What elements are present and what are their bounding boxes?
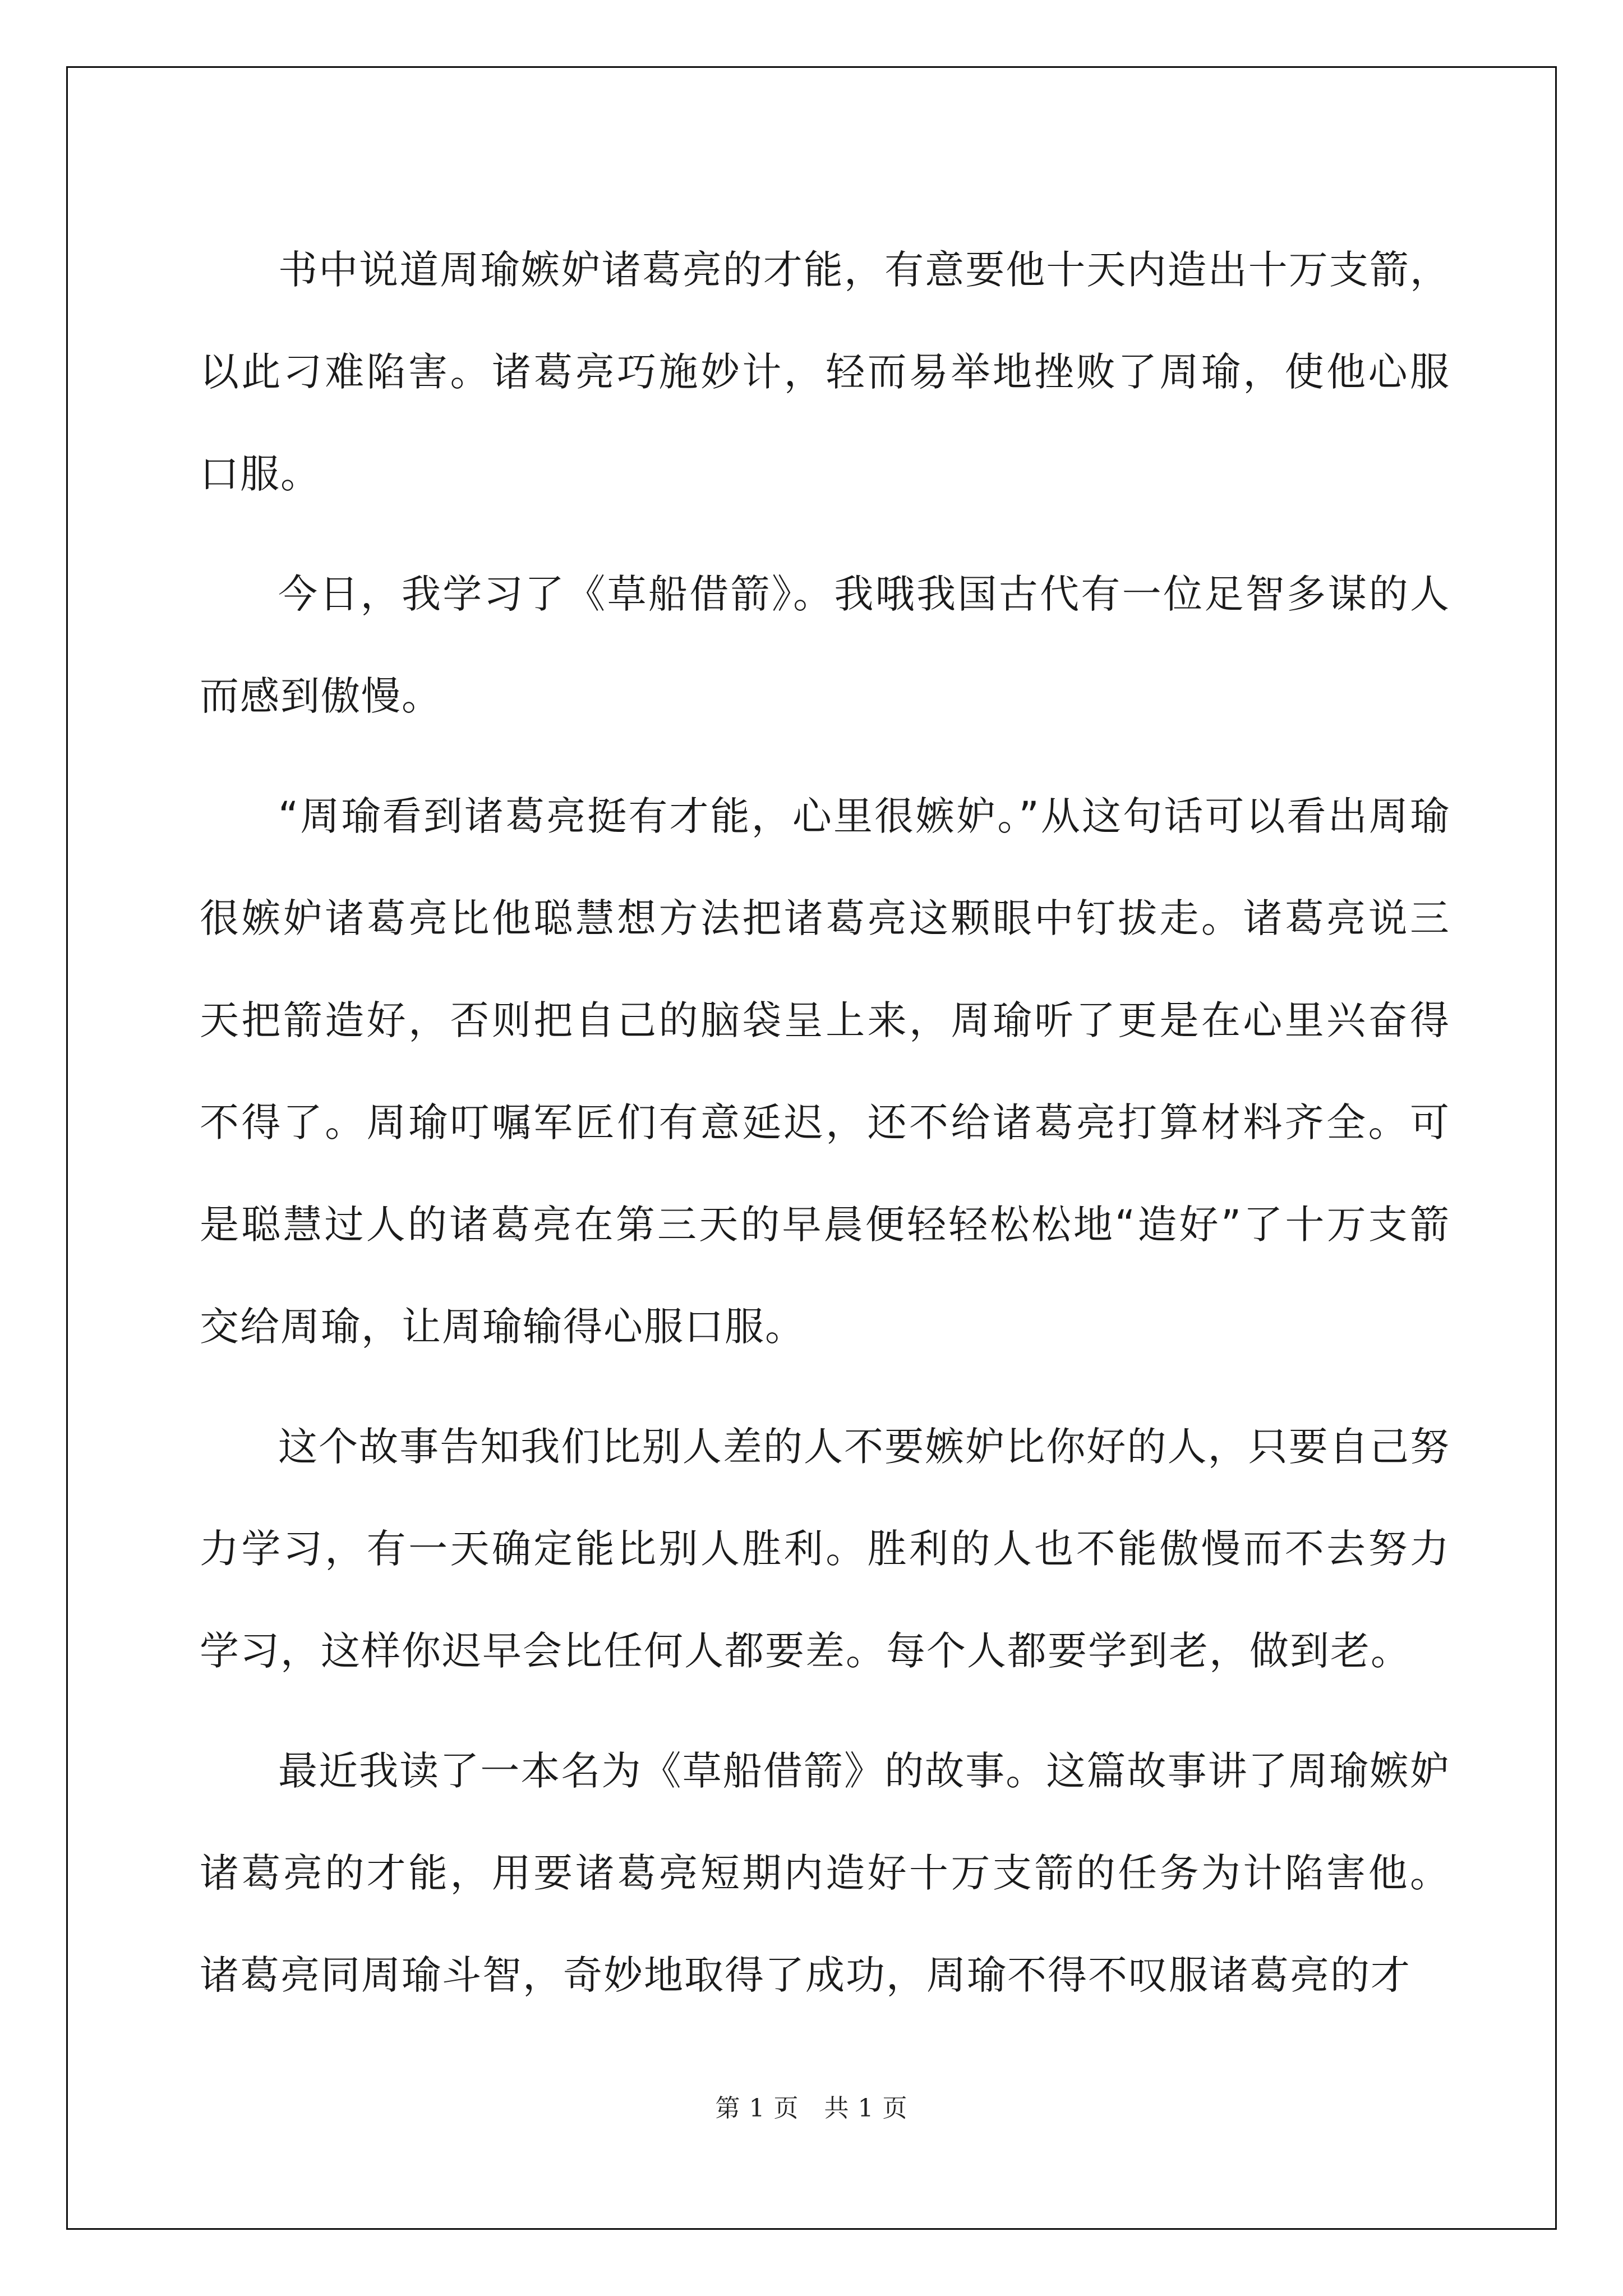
page-number-footer: 第 1 页 共 1 页 [715,2094,908,2123]
paragraph-3: “周瑜看到诸葛亮挺有才能，心里很嫉妒。”从这句话可以看出周瑜很嫉妒诸葛亮比他聪慧想方法把诸葛亮这颗眼中钉拔走。诸葛亮说三天把箭造好，否则把自己的脑袋呈上来，周瑜听了更是在心里兴奋得不得了。周瑜叮嘱军匠们有意延迟，还不给诸葛亮打算材料齐全。可是聪慧过人的诸葛亮在第三天的早晨便轻轻松松地“造好”了十万支箭交给周瑜，让周瑜输得心服口服。 [200,793,1450,1350]
document-body [200,219,1450,2044]
paragraph-2: 今日，我学习了《草船借箭》。我哦我国古代有一位足智多谋的人而感到傲慢。 [200,571,1450,719]
paragraph-4: 这个故事告知我们比别人差的人不要嫉妒比你好的人，只要自己努力学习，有一天确定能比别人胜利。胜利的人也不能傲慢而不去努力学习，这样你迟早会比任何人都要差。每个人都要学到老，做到老。 [200,1424,1450,1674]
paragraph-1: 书中说道周瑜嫉妒诸葛亮的才能，有意要他十天内造出十万支箭，以此刁难陷害。诸葛亮巧施妙计，轻而易举地挫败了周瑜，使他心服口服。 [200,247,1450,497]
paragraph-5: 最近我读了一本名为《草船借箭》的故事。这篇故事讲了周瑜嫉妒诸葛亮的才能，用要诸葛亮短期内造好十万支箭的任务为计陷害他。诸葛亮同周瑜斗智，奇妙地取得了成功，周瑜不得不叹服诸葛亮的才 [200,1748,1450,1998]
